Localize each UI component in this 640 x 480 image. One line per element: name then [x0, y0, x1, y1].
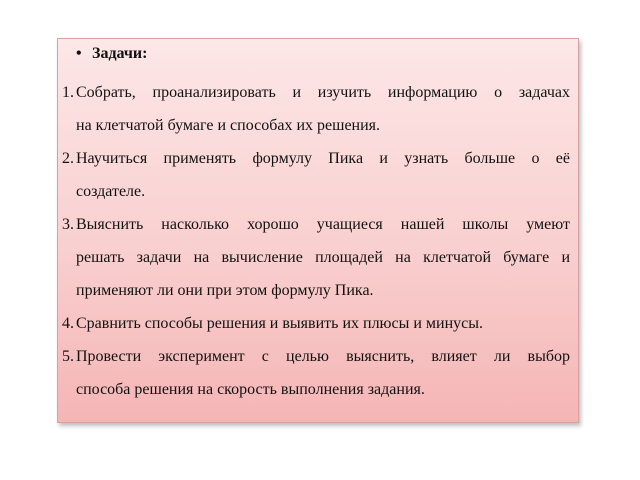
list-item: [62, 142, 570, 208]
item-text: [62, 76, 570, 142]
item-line: Собрать, проанализировать и изучить информацию о задачах: [76, 84, 570, 101]
item-line: Выяснить насколько хорошо учащиеся нашей школы умеют: [76, 216, 570, 233]
bullet-icon: •: [76, 45, 82, 62]
item-line: Провести эксперимент с целью выяснить, влияет ли выбор: [76, 348, 570, 365]
item-number: 1.: [62, 84, 74, 101]
tasks-heading: [76, 42, 147, 66]
tasks-heading-text: Задачи:: [92, 45, 148, 62]
list-item: [62, 76, 570, 142]
item-line: решать задачи на вычисление площадей на клетчатой бумаге и: [76, 249, 570, 266]
list-item: [62, 208, 570, 307]
item-number: 2.: [62, 150, 74, 167]
item-text: [62, 340, 570, 406]
list-item: [62, 307, 570, 340]
item-line: создателе.: [76, 183, 146, 200]
item-line: применяют ли они при этом формулу Пика.: [76, 282, 374, 299]
tasks-list: [62, 76, 570, 406]
item-text: [62, 307, 570, 340]
item-number: 4.: [62, 315, 74, 332]
item-text: [62, 142, 570, 208]
item-line: Сравнить способы решения и выявить их плюсы и минусы.: [76, 315, 484, 332]
list-item: [62, 340, 570, 406]
item-line: способа решения на скорость выполнения задания.: [76, 381, 425, 398]
item-line: на клетчатой бумаге и способах их решения.: [76, 117, 381, 134]
item-number: 3.: [62, 216, 74, 233]
item-number: 5.: [62, 348, 74, 365]
item-line: Научиться применять формулу Пика и узнать больше о её: [76, 150, 570, 167]
item-text: [62, 208, 570, 307]
